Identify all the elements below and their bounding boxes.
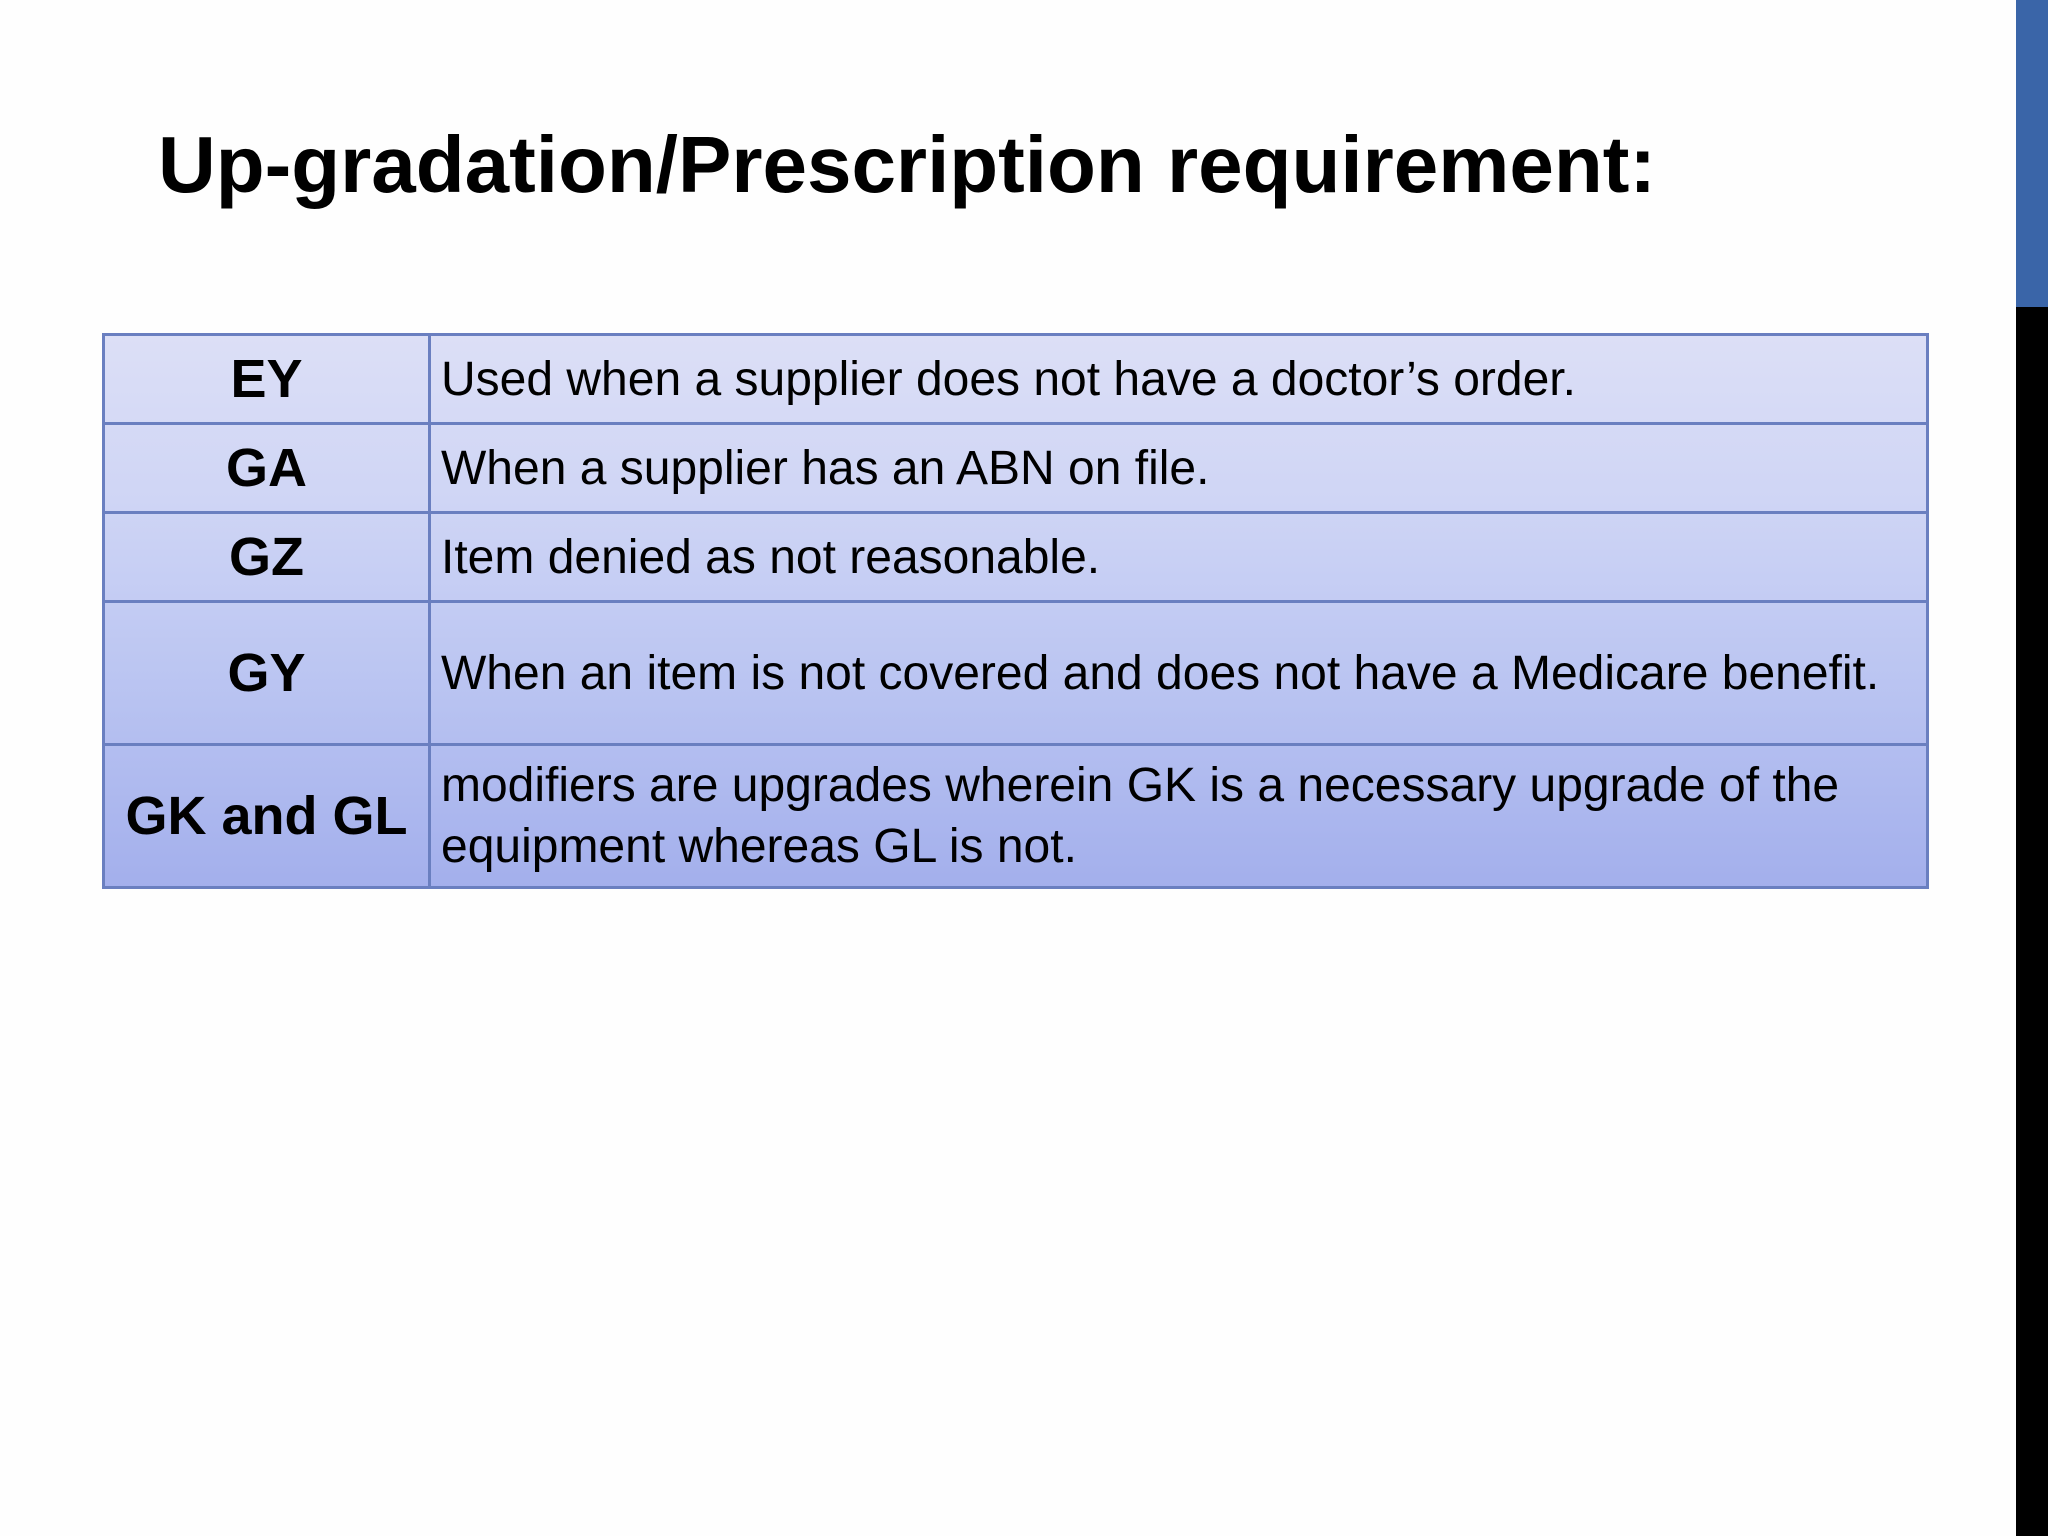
modifier-code: EY <box>104 335 430 424</box>
table-row <box>104 602 1928 745</box>
accent-bar-blue <box>2016 0 2048 307</box>
modifier-description: Used when a supplier does not have a doctor’s order. <box>430 335 1928 424</box>
table-row <box>104 745 1928 888</box>
modifier-table <box>102 333 1929 889</box>
table-row <box>104 513 1928 602</box>
modifier-code: GK and GL <box>104 745 430 888</box>
modifier-description: When a supplier has an ABN on file. <box>430 424 1928 513</box>
modifier-code: GZ <box>104 513 430 602</box>
table-row <box>104 335 1928 424</box>
modifier-description: modifiers are upgrades wherein GK is a necessary upgrade of the equipment whereas GL is not. <box>430 745 1928 888</box>
modifier-description: Item denied as not reasonable. <box>430 513 1928 602</box>
modifier-code: GA <box>104 424 430 513</box>
modifier-code: GY <box>104 602 430 745</box>
modifier-description: When an item is not covered and does not have a Medicare benefit. <box>430 602 1928 745</box>
table-row <box>104 424 1928 513</box>
accent-bar-black <box>2016 307 2048 1536</box>
slide-title: Up-gradation/Prescription requirement: <box>158 120 1656 209</box>
